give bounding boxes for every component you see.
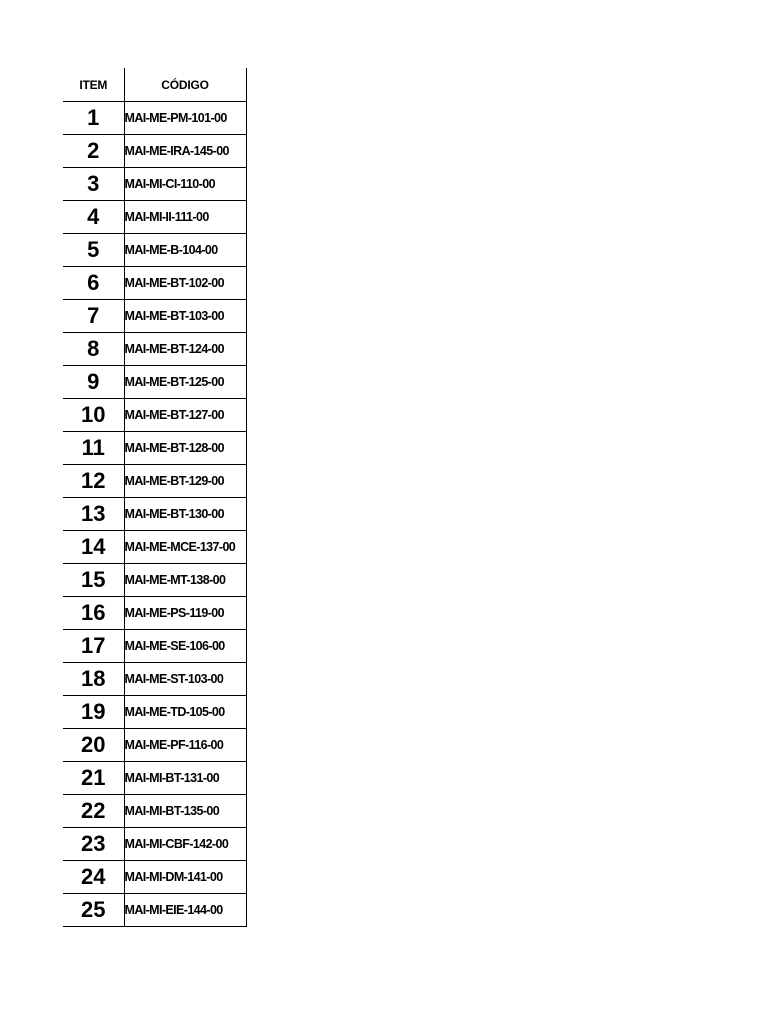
table-row (63, 267, 246, 300)
item-number-cell: 18 (63, 663, 124, 696)
table-row (63, 234, 246, 267)
item-number-cell: 22 (63, 795, 124, 828)
code-cell: MAI-ME-BT-102-00 (124, 267, 246, 300)
item-number-cell: 9 (63, 366, 124, 399)
item-number-cell: 19 (63, 696, 124, 729)
header-code: CÓDIGO (124, 68, 246, 102)
table-row (63, 102, 246, 135)
table-row (63, 861, 246, 894)
table-row (63, 564, 246, 597)
code-cell: MAI-ME-BT-124-00 (124, 333, 246, 366)
header-row (63, 68, 246, 102)
item-number-cell: 24 (63, 861, 124, 894)
table-row (63, 630, 246, 663)
item-number-cell: 2 (63, 135, 124, 168)
item-number-cell: 14 (63, 531, 124, 564)
table-row (63, 498, 246, 531)
table-row (63, 366, 246, 399)
table-row (63, 828, 246, 861)
code-cell: MAI-ME-PM-101-00 (124, 102, 246, 135)
code-cell: MAI-ME-BT-130-00 (124, 498, 246, 531)
code-cell: MAI-ME-BT-129-00 (124, 465, 246, 498)
table-row (63, 531, 246, 564)
table-row (63, 333, 246, 366)
table-row (63, 729, 246, 762)
code-cell: MAI-ME-PF-116-00 (124, 729, 246, 762)
item-number-cell: 11 (63, 432, 124, 465)
header-item: ITEM (63, 68, 124, 102)
table-row (63, 432, 246, 465)
item-number-cell: 13 (63, 498, 124, 531)
table-row (63, 201, 246, 234)
item-number-cell: 8 (63, 333, 124, 366)
code-cell: MAI-ME-ST-103-00 (124, 663, 246, 696)
table-row (63, 168, 246, 201)
item-number-cell: 23 (63, 828, 124, 861)
code-cell: MAI-ME-MCE-137-00 (124, 531, 246, 564)
code-list-sheet (63, 68, 247, 927)
code-table (63, 68, 247, 927)
item-number-cell: 16 (63, 597, 124, 630)
code-cell: MAI-ME-PS-119-00 (124, 597, 246, 630)
code-cell: MAI-MI-BT-131-00 (124, 762, 246, 795)
code-cell: MAI-MI-CI-110-00 (124, 168, 246, 201)
item-number-cell: 10 (63, 399, 124, 432)
table-row (63, 696, 246, 729)
code-cell: MAI-MI-BT-135-00 (124, 795, 246, 828)
code-cell: MAI-ME-TD-105-00 (124, 696, 246, 729)
code-cell: MAI-ME-BT-125-00 (124, 366, 246, 399)
code-cell: MAI-ME-BT-128-00 (124, 432, 246, 465)
code-cell: MAI-ME-SE-106-00 (124, 630, 246, 663)
item-number-cell: 12 (63, 465, 124, 498)
table-row (63, 795, 246, 828)
item-number-cell: 5 (63, 234, 124, 267)
item-number-cell: 17 (63, 630, 124, 663)
item-number-cell: 7 (63, 300, 124, 333)
table-row (63, 465, 246, 498)
code-cell: MAI-ME-B-104-00 (124, 234, 246, 267)
item-number-cell: 20 (63, 729, 124, 762)
code-cell: MAI-ME-BT-127-00 (124, 399, 246, 432)
code-cell: MAI-ME-IRA-145-00 (124, 135, 246, 168)
table-row (63, 663, 246, 696)
item-number-cell: 25 (63, 894, 124, 927)
table-row (63, 300, 246, 333)
table-row (63, 762, 246, 795)
table-row (63, 399, 246, 432)
item-number-cell: 3 (63, 168, 124, 201)
code-cell: MAI-MI-DM-141-00 (124, 861, 246, 894)
table-row (63, 894, 246, 927)
code-cell: MAI-ME-MT-138-00 (124, 564, 246, 597)
table-body (63, 102, 246, 927)
item-number-cell: 4 (63, 201, 124, 234)
table-row (63, 135, 246, 168)
code-cell: MAI-MI-II-111-00 (124, 201, 246, 234)
item-number-cell: 15 (63, 564, 124, 597)
table-row (63, 597, 246, 630)
code-cell: MAI-MI-EIE-144-00 (124, 894, 246, 927)
item-number-cell: 6 (63, 267, 124, 300)
item-number-cell: 1 (63, 102, 124, 135)
code-cell: MAI-ME-BT-103-00 (124, 300, 246, 333)
item-number-cell: 21 (63, 762, 124, 795)
code-cell: MAI-MI-CBF-142-00 (124, 828, 246, 861)
